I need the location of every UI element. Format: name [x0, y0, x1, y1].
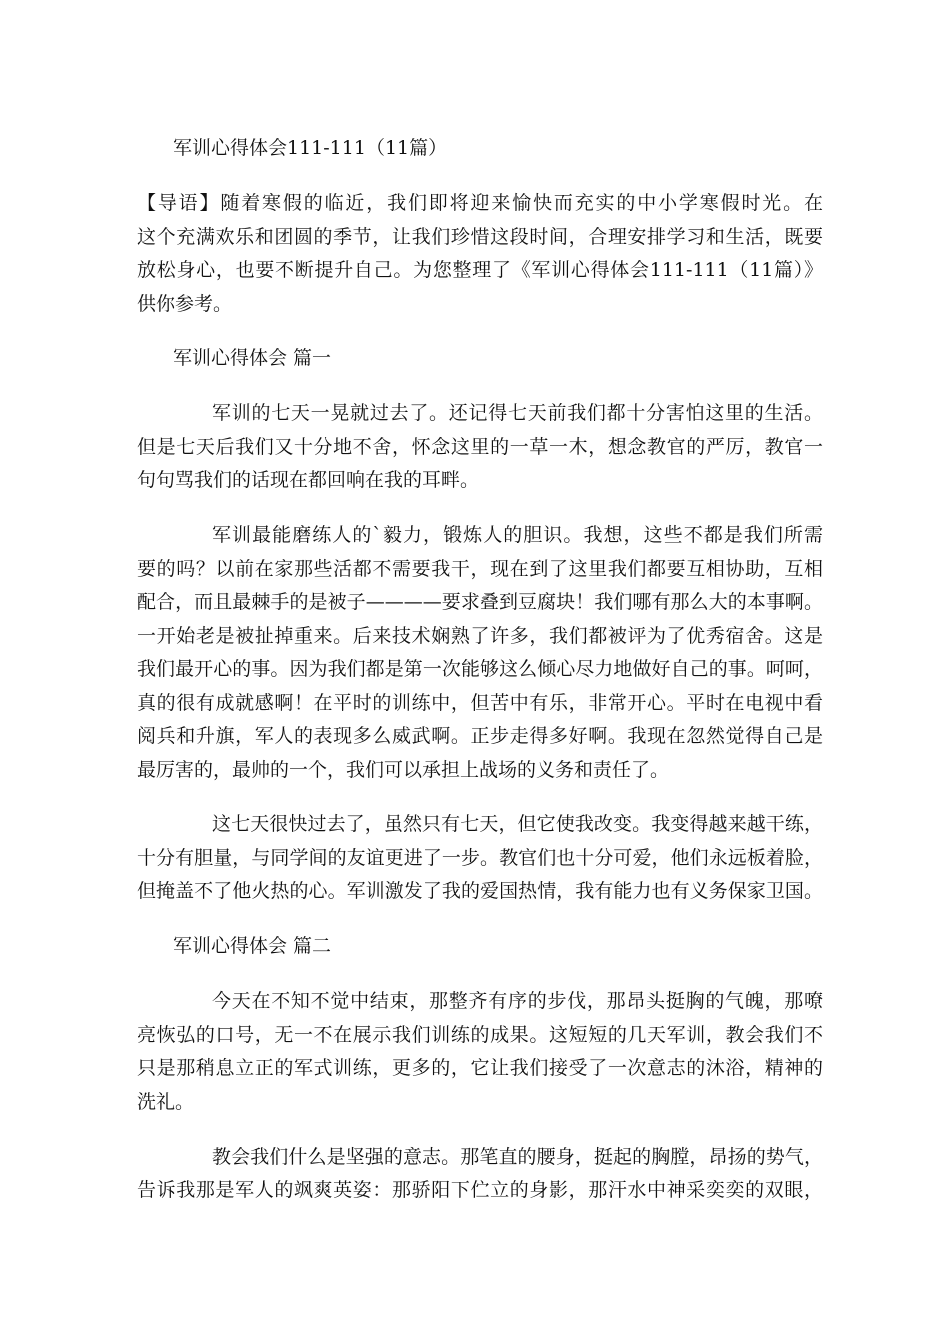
paragraph-line: 但是七天后我们又十分地不舍，怀念这里的一草一木，想念教官的严厉，教官一	[137, 436, 823, 458]
paragraph-line: 句句骂我们的话现在都回响在我的耳畔。	[137, 469, 480, 491]
document-title: 军训心得体会111-111（11篇）	[173, 137, 448, 159]
paragraph-line: 真的很有成就感啊！在平时的训练中，但苦中有乐，非常开心。平时在电视中看	[137, 692, 823, 714]
paragraph-line: 阅兵和升旗，军人的表现多么威武啊。正步走得多好啊。我现在忽然觉得自己是	[137, 725, 823, 747]
paragraph-line: 我们最开心的事。因为我们都是第一次能够这么倾心尽力地做好自己的事。呵呵，	[137, 658, 823, 680]
paragraph-line: 告诉我那是军人的飒爽英姿：那骄阳下伫立的身影，那汗水中神采奕奕的双眼，	[137, 1179, 823, 1201]
intro-line: 【导语】随着寒假的临近，我们即将迎来愉快而充实的中小学寒假时光。在	[137, 192, 823, 214]
paragraph-line: 军训最能磨练人的`毅力，锻炼人的胆识。我想，这些不都是我们所需	[212, 524, 823, 546]
paragraph-line: 亮恢弘的口号，无一不在展示我们训练的成果。这短短的几天军训，教会我们不	[137, 1024, 823, 1046]
paragraph-line: 但掩盖不了他火热的心。军训激发了我的爱国热情，我有能力也有义务保家卫国。	[137, 880, 823, 902]
intro-line: 这个充满欢乐和团圆的季节，让我们珍惜这段时间，合理安排学习和生活，既要	[137, 226, 823, 248]
paragraph-line: 配合，而且最棘手的是被子————要求叠到豆腐块！我们哪有那么大的本事啊。	[137, 591, 823, 613]
paragraph-line: 军训的七天一晃就过去了。还记得七天前我们都十分害怕这里的生活。	[212, 402, 823, 424]
paragraph-line: 一开始老是被扯掉重来。后来技术娴熟了许多，我们都被评为了优秀宿舍。这是	[137, 625, 823, 647]
intro-line: 供你参考。	[137, 293, 233, 315]
paragraph-line: 十分有胆量，与同学间的友谊更进了一步。教官们也十分可爱，他们永远板着脸，	[137, 847, 823, 869]
paragraph-line: 这七天很快过去了，虽然只有七天，但它使我改变。我变得越来越干练，	[212, 813, 823, 835]
section-heading-2: 军训心得体会 篇二	[173, 935, 332, 957]
paragraph-line: 教会我们什么是坚强的意志。那笔直的腰身，挺起的胸膛，昂扬的势气，	[212, 1146, 823, 1168]
paragraph-line: 要的吗？以前在家那些活都不需要我干，现在到了这里我们都要互相协助，互相	[137, 558, 823, 580]
intro-line: 放松身心，也要不断提升自己。为您整理了《军训心得体会111-111（11篇）》	[137, 259, 823, 281]
paragraph-line: 只是那稍息立正的军式训练，更多的，它让我们接受了一次意志的沐浴，精神的	[137, 1057, 823, 1079]
paragraph-line: 洗礼。	[137, 1091, 195, 1113]
paragraph-line: 最厉害的，最帅的一个，我们可以承担上战场的义务和责任了。	[137, 759, 670, 781]
section-heading-1: 军训心得体会 篇一	[173, 347, 332, 369]
paragraph-line: 今天在不知不觉中结束，那整齐有序的步伐，那昂头挺胸的气魄，那嘹	[212, 990, 823, 1012]
